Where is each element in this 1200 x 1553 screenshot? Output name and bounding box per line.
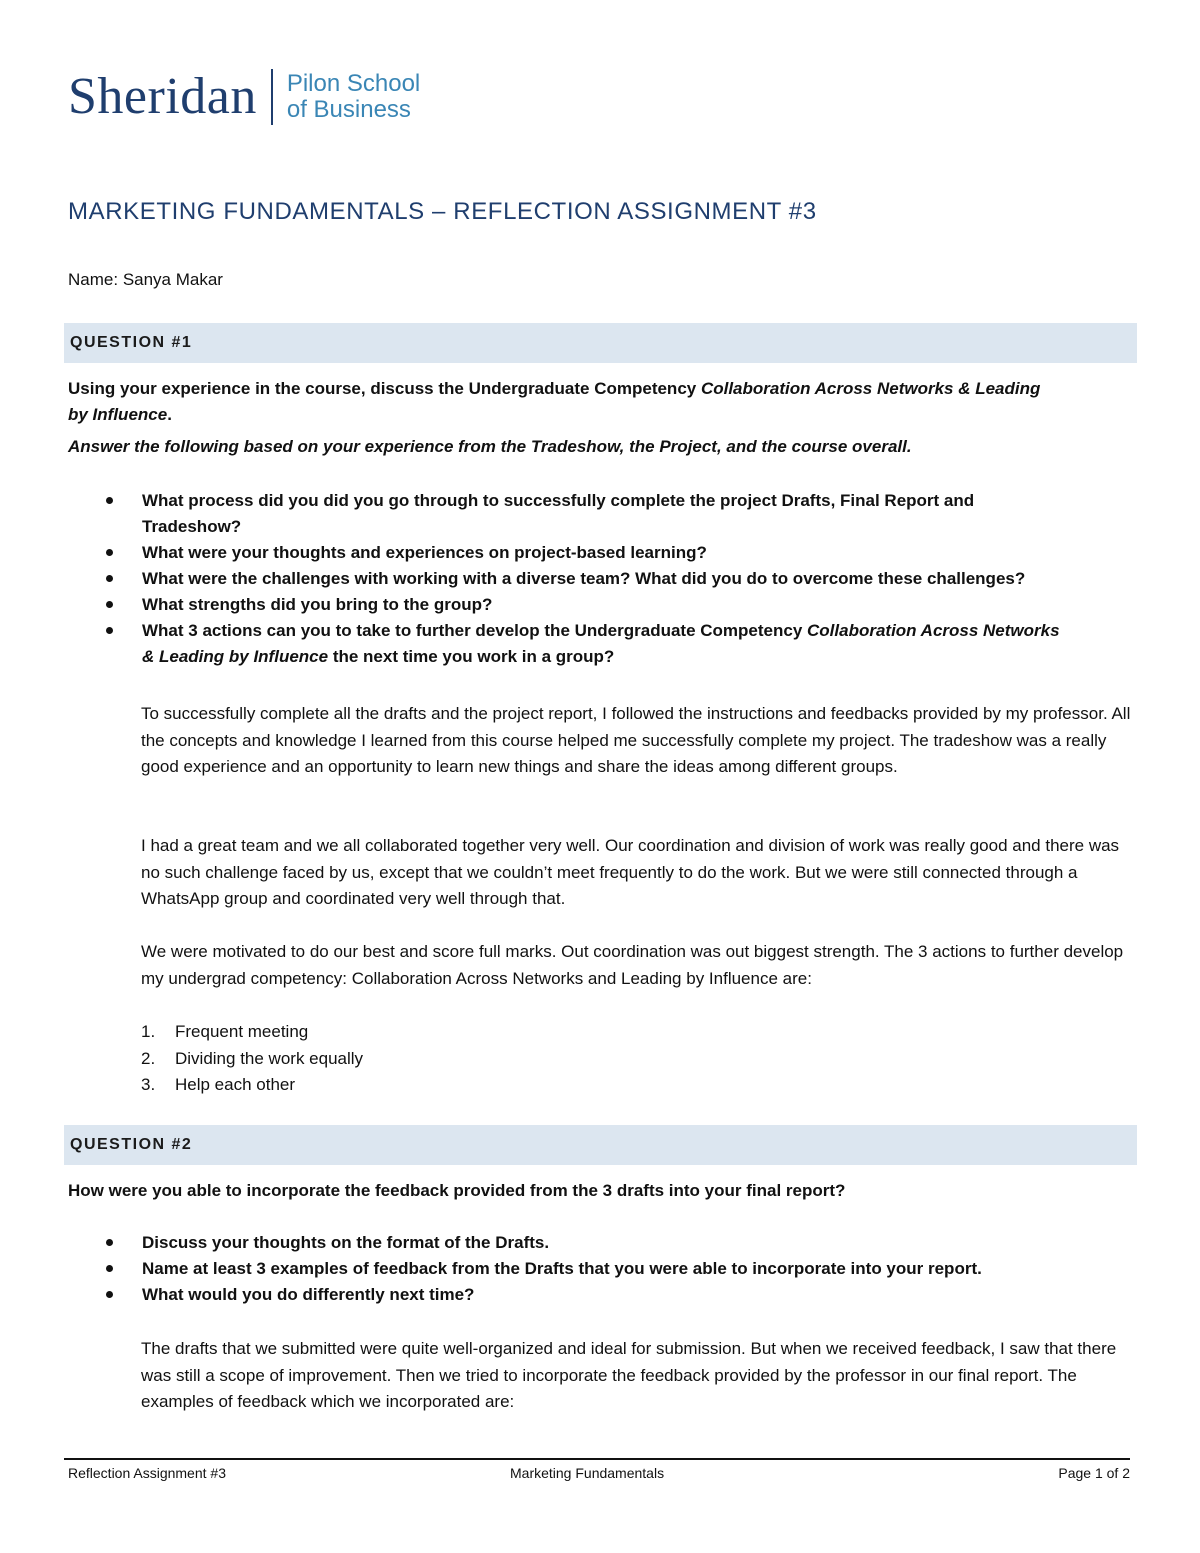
action-item xyxy=(141,1072,1131,1099)
question-1-bullets xyxy=(68,488,1138,670)
action-number: 2. xyxy=(141,1048,156,1068)
action-number: 1. xyxy=(141,1022,156,1041)
q1-prompt-end: . xyxy=(167,405,172,424)
footer-divider xyxy=(64,1458,1130,1460)
question-2-bullets xyxy=(68,1230,1138,1308)
question-2-header: QUESTION #2 xyxy=(64,1125,1137,1165)
q1-answer-paragraph-1: To successfully complete all the drafts and the project report, I followed the instructions and feedbacks provided by my professor. All the concepts and knowledge I learned from this course helped me successfully complete my project. The tradeshow was a really good experience and an opportunity to learn new things and share the ideas among different groups. xyxy=(141,704,1131,776)
footer-left: Reflection Assignment #3 xyxy=(68,1465,226,1481)
action-item xyxy=(141,1046,1131,1073)
action-number: 3. xyxy=(141,1075,156,1094)
action-text: Help each other xyxy=(175,1075,296,1094)
document-title: MARKETING FUNDAMENTALS – REFLECTION ASSIGNMENT #3 xyxy=(68,198,817,225)
footer-center: Marketing Fundamentals xyxy=(510,1465,665,1481)
q1-bullet-5 xyxy=(68,618,1138,670)
q2-bullet: Discuss your thoughts on the format of the Drafts. xyxy=(68,1230,1138,1256)
footer-page-number: Page 1 of 2 xyxy=(1058,1465,1130,1481)
logo-sub-line1: Pilon School xyxy=(286,70,421,97)
q1-bullet5-competency: Collaboration Across Networks & Leading by Influence xyxy=(142,621,1060,666)
q1-bullet: What were the challenges with working with a diverse team? What did you do to overcome these challenges? xyxy=(68,566,1138,592)
q1-actions-list xyxy=(141,1019,1131,1099)
action-item xyxy=(141,1019,1131,1046)
name-label: Name: xyxy=(68,270,119,289)
q2-bullet: What would you do differently next time? xyxy=(68,1282,1138,1308)
question-1-header: QUESTION #1 xyxy=(64,323,1137,363)
q1-bullet: What process did you did you go through to successfully complete the project Drafts, Final Report and Tradeshow? xyxy=(68,488,1138,540)
q1-bullet5-text: What 3 actions can you to take to further develop the Undergraduate Competency xyxy=(142,621,808,640)
question-2-prompt: How were you able to incorporate the feedback provided from the 3 drafts into your final report? xyxy=(68,1181,846,1200)
q2-bullet: Name at least 3 examples of feedback from the Drafts that you were able to incorporate into your report. xyxy=(68,1256,1138,1282)
q1-prompt-text: Using your experience in the course, discuss the Undergraduate Competency xyxy=(68,379,701,398)
q1-prompt-competency: Collaboration Across Networks & Leading by Influence xyxy=(68,379,1041,424)
question-1-instruction: Answer the following based on your experience from the Tradeshow, the Project, and the course overall. xyxy=(68,437,912,456)
q1-bullet5-end: the next time you work in a group? xyxy=(328,647,615,666)
sheridan-logo xyxy=(68,66,420,128)
logo-sub-line2: of Business xyxy=(286,96,411,123)
student-name-line xyxy=(68,270,223,290)
logo-subtitle xyxy=(287,71,420,123)
q1-bullet: What were your thoughts and experiences on project-based learning? xyxy=(68,540,1138,566)
question-1-prompt xyxy=(68,376,1058,428)
q1-answer-paragraph-3: We were motivated to do our best and score full marks. Out coordination was out biggest strength. The 3 actions to further develop my undergrad competency: Collaboration Across Networks and Leading by Influence are: xyxy=(141,942,1124,988)
q2-answer-paragraph-1: The drafts that we submitted were quite well-organized and ideal for submission. But when we received feedback, I saw that there was still a scope of improvement. Then we tried to incorporate the feedback provided by the professor in our final report. The examples of feedback which we incorporated are: xyxy=(141,1339,1117,1411)
action-text: Frequent meeting xyxy=(175,1022,309,1041)
logo-divider xyxy=(271,69,273,125)
q1-bullet: What strengths did you bring to the group? xyxy=(68,592,1138,618)
action-text: Dividing the work equally xyxy=(175,1048,364,1068)
logo-wordmark: Sheridan xyxy=(68,68,257,125)
q1-answer-paragraph-2: I had a great team and we all collaborated together very well. Our coordination and division of work was really good and there was no such challenge faced by us, except that we couldn’t meet frequently to do the work. But we were still connected through a WhatsApp group and coordinated very well through that. xyxy=(141,836,1120,908)
name-value: Sanya Makar xyxy=(122,270,223,289)
